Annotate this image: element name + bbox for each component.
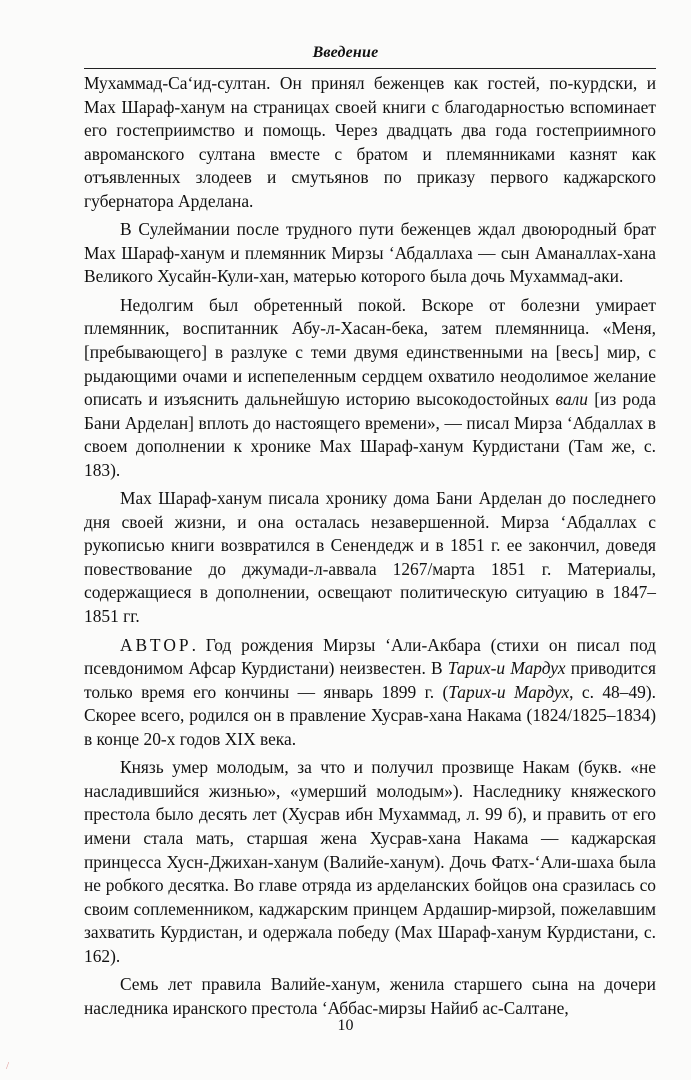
text-run: Семь лет правила Валийе-ханум, женила старшего сына на дочери наследника иранского престола ‘Аббас-мирзы Найиб ас-Салтане, [84,974,656,1018]
text-run: Мах Шараф-ханум писала хронику дома Бани Арделан до последнего дня своей жизни, и она осталась незавершенной. Мирза ‘Абдаллах с рукописью книги возвратился в Сенендедж и в 1851 г. ее закончил, доведя повествование до джумади-л-аввала 1267/марта 1851 г. Материалы, содержащиеся в дополнении, освещают политическую ситуацию в 1847–1851 гг. [84,488,656,627]
body-text [84,72,656,1025]
paragraph [84,973,656,1020]
italic-title: Тарих-и Мардух [447,658,566,679]
paragraph [84,72,656,213]
text-run: Князь умер молодым, за что и получил прозвище Накам (букв. «не насладившийся жизнью», «умерший молодым»). Наследнику княжеского престола было десять лет (Хусрав ибн Мухаммад, л. 99 б), и править от его имени стала мать, старшая жена Хусрав-хана Накама — каджарская принцесса Хусн-Джихан-ханум (Валийе-ханум). Дочь Фатх-‘Али-шаха была не робкого десятка. Во главе отряда из арделанских бойцов она сразилась со своим соплеменником, каджарским принцем Ардашир-мирзой, пожелавшим захватить Курдистан, и одержала победу (Мах Шараф-ханум Курдистани, с. 162). [84,757,656,966]
italic-title: Тарих-и Мардух [448,681,570,702]
text-run: В Сулеймании после трудного пути беженцев ждал двоюродный брат Мах Шараф-ханум и племянник Мирзы ‘Абдаллаха — сын Аманаллах-хана Великого Хусайн-Кули-хан, матерью которого была дочь Мухаммад-аки. [84,219,656,287]
italic-term: вали [555,389,588,410]
text-run: [из рода Бани Арделан] вплоть до настоящего времени», — писал Мирза ‘Абдаллах в своем дополнении к хронике Мах Шараф-ханум Курдистани (Там же, с. 183). [84,389,656,480]
section-keyword: АВТОР [120,634,192,655]
header-rule [84,68,656,69]
text-run: , с. 48–49). Скорее всего, родился он в правление Хусрав-хана Накама (1824/1825–1834) в конце 20-х годов XIX века. [84,681,656,749]
text-run: приводится только время его кончины — январь 1899 г. ( [84,658,656,702]
corner-mark: / [6,1060,10,1072]
paragraph [84,634,656,752]
paragraph [84,487,656,628]
paragraph [84,218,656,289]
page-number: 10 [337,1017,354,1034]
text-run: . Год рождения Мирзы ‘Али-Акбара (стихи он писал под псевдонимом Афсар Курдистани) неизвестен. В [84,634,656,679]
text-run: Мухаммад-Са‘ид-султан. Он принял беженцев как гостей, по-курдски, и Мах Шараф-ханум на страницах своей книги с благодарностью вспоминает его гостеприимство и помощь. Через двадцать два года гостеприимного авроманского султана вместе с братом и племянниками казнят как отъявленных злодеев и смутьянов по приказу первого каджарского губернатора Арделана. [84,73,656,211]
paragraph [84,294,656,482]
text-run: Недолгим был обретенный покой. Вскоре от болезни умирает племянник, воспитанник Абу-л-Хасан-бека, затем племянница. «Меня, [пребывающего] в разлуке с теми двумя единственными на [весь] мир, с рыдающими очами и испепеленным сердцем охватило неодолимое желание описать и изъяснить дальнейшую историю высокодостойных [84,294,656,410]
running-title: Введение [312,44,379,61]
paragraph [84,756,656,968]
